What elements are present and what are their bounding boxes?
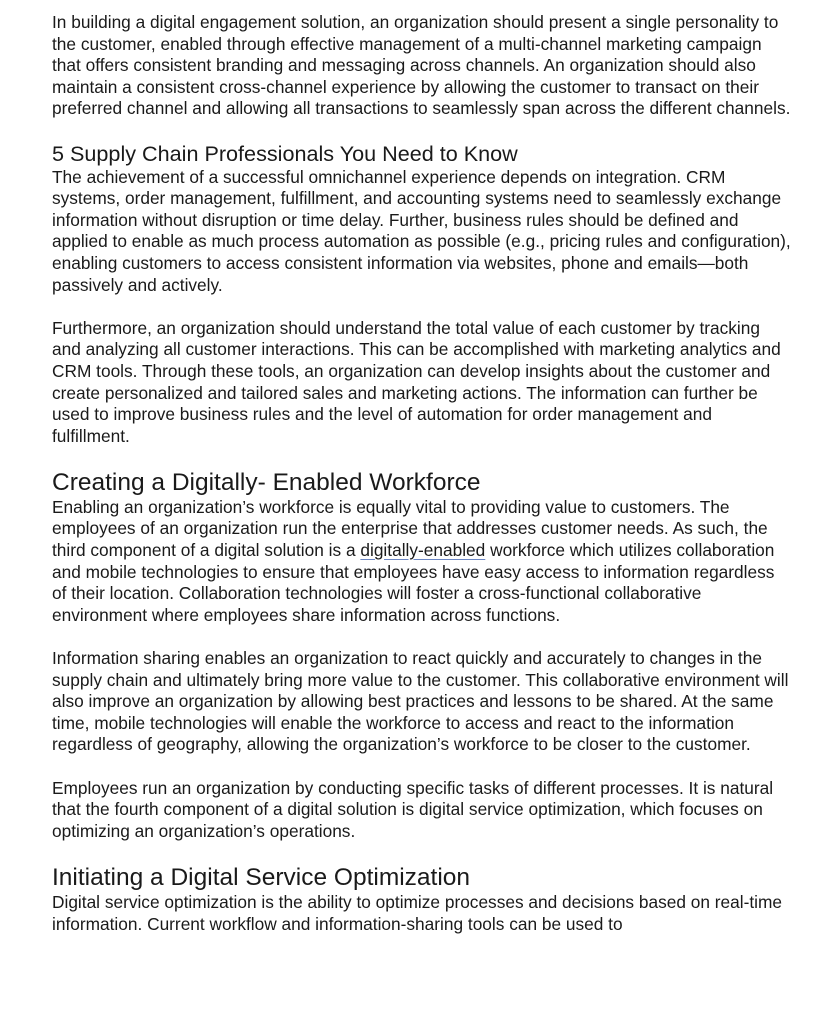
article-body — [52, 12, 792, 935]
section-heading-digital-service-optimization: Initiating a Digital Service Optimization — [52, 863, 471, 891]
information-sharing-paragraph: Information sharing enables an organization to react quickly and accurately to changes in the supply chain and ultimately bring more value to the customer. This collaborative environment will also improve an organization by allowing best practices and lessons to be shared. At the same time, mobile technologies will enable the workforce to access and react to the information regardless of geography, allowing the organization’s workforce to be closer to the customer. — [52, 648, 789, 755]
customer-value-paragraph: Furthermore, an organization should understand the total value of each customer by tracking and analyzing all customer interactions. This can be accomplished with marketing analytics and CRM tools. Through these tools, an organization can develop insights about the customer and create personalized and tailored sales and marketing actions. The information can further be used to improve business rules and the level of automation for order management and fulfillment. — [52, 317, 781, 446]
intro-paragraph: In building a digital engagement solution, an organization should present a single personality to the customer, enabled through effective management of a multi-channel marketing campaign that offers consistent branding and messaging across channels. An organization should also maintain a consistent cross-channel experience by allowing the customer to transact on their preferred channel and allowing all transactions to seamlessly span across the different channels. — [52, 12, 791, 119]
omnichannel-integration-paragraph: The achievement of a successful omnichannel experience depends on integration. CRM systems, order management, fulfillment, and accounting systems need to seamlessly exchange information without disruption or time delay. Further, business rules should be defined and applied to enable as much process automation as possible (e.g., pricing rules and configuration), enabling customers to access consistent information via websites, phone and emails—both passively and actively. — [52, 166, 791, 295]
employees-paragraph: Employees run an organization by conducting specific tasks of different processes. It is natural that the fourth component of a digital solution is digital service optimization, which focuses on optimizing an organization’s operations. — [52, 777, 774, 841]
workforce-paragraph — [52, 497, 792, 627]
digitally-enabled-link[interactable]: digitally-enabled — [360, 540, 486, 561]
section-heading-supply-chain-professionals: 5 Supply Chain Professionals You Need to Know — [52, 140, 518, 166]
section-heading-digitally-enabled-workforce: Creating a Digitally- Enabled Workforce — [52, 468, 481, 496]
workforce-text-before-link: Enabling an organization’s workforce is equally vital to providing value to customers. The employees of an organization run the enterprise that addresses customer needs. As such, the third component of a digital solution is a — [52, 496, 768, 561]
digital-service-paragraph: Digital service optimization is the ability to optimize processes and decisions based on real-time information. Current workflow and information-sharing tools can be used to — [52, 891, 782, 934]
workforce-text-after-link: workforce which utilizes collaboration and mobile technologies to ensure that employees have easy access to information regardless of their location. Collaboration technologies will foster a cross-functional collaborative environment where employees share information across functions. — [52, 540, 775, 625]
